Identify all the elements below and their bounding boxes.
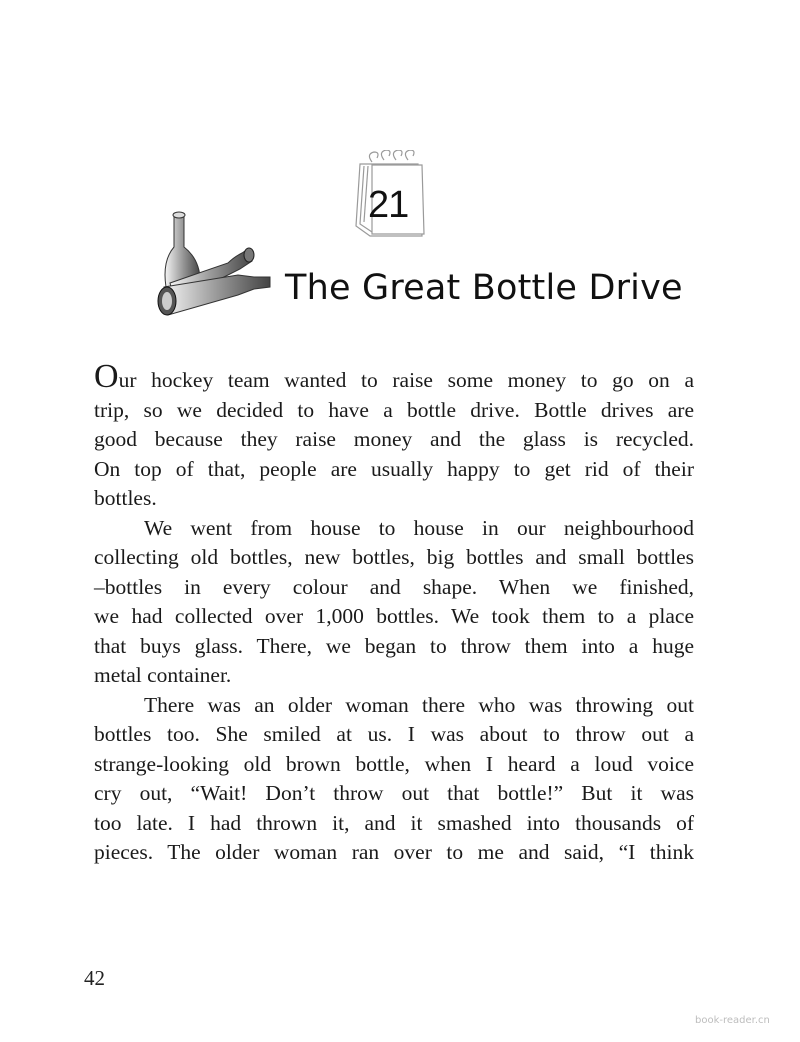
text-line: There was an older woman there who was throwing out (144, 692, 694, 717)
text-line: metal container. (94, 663, 232, 687)
chapter-body (94, 358, 694, 868)
text-line: strange-looking old brown bottle, when I heard a loud voice (94, 751, 694, 776)
text-line: good because they raise money and the glass is recycled. (94, 427, 694, 451)
chapter-title: The Great Bottle Drive (285, 268, 683, 308)
text-line: we had collected over 1,000 bottles. We took them to a place (94, 604, 694, 628)
text-line: bottles. (94, 486, 157, 510)
text-line: too late. I had thrown it, and it smashed into thousands of (94, 810, 694, 835)
text-line: cry out, “Wait! Don’t throw out that bottle!” But it was (94, 781, 694, 805)
text-line: Our hockey team wanted to raise some money to go on a (94, 358, 694, 395)
text-line: –bottles in every colour and shape. When we finished, (94, 574, 694, 599)
text-line: We went from house to house in our neighbourhood (144, 515, 694, 540)
text-line: pieces. The older woman ran over to me and said, “I think (94, 840, 694, 864)
text-line: bottles too. She smiled at us. I was about to throw out a (94, 722, 694, 746)
bottles-illustration (150, 205, 280, 325)
text-line: that buys glass. There, we began to throw them into a huge (94, 633, 694, 658)
text-line: collecting old bottles, new bottles, big bottles and small bottles (94, 545, 694, 569)
drop-cap: O (94, 358, 119, 395)
text-line: trip, so we decided to have a bottle drive. Bottle drives are (94, 397, 694, 422)
chapter-number: 21 (368, 184, 409, 226)
text-line: On top of that, people are usually happy to get rid of their (94, 456, 694, 481)
page-number: 42 (84, 966, 105, 990)
watermark: book-reader.cn (695, 1015, 770, 1026)
